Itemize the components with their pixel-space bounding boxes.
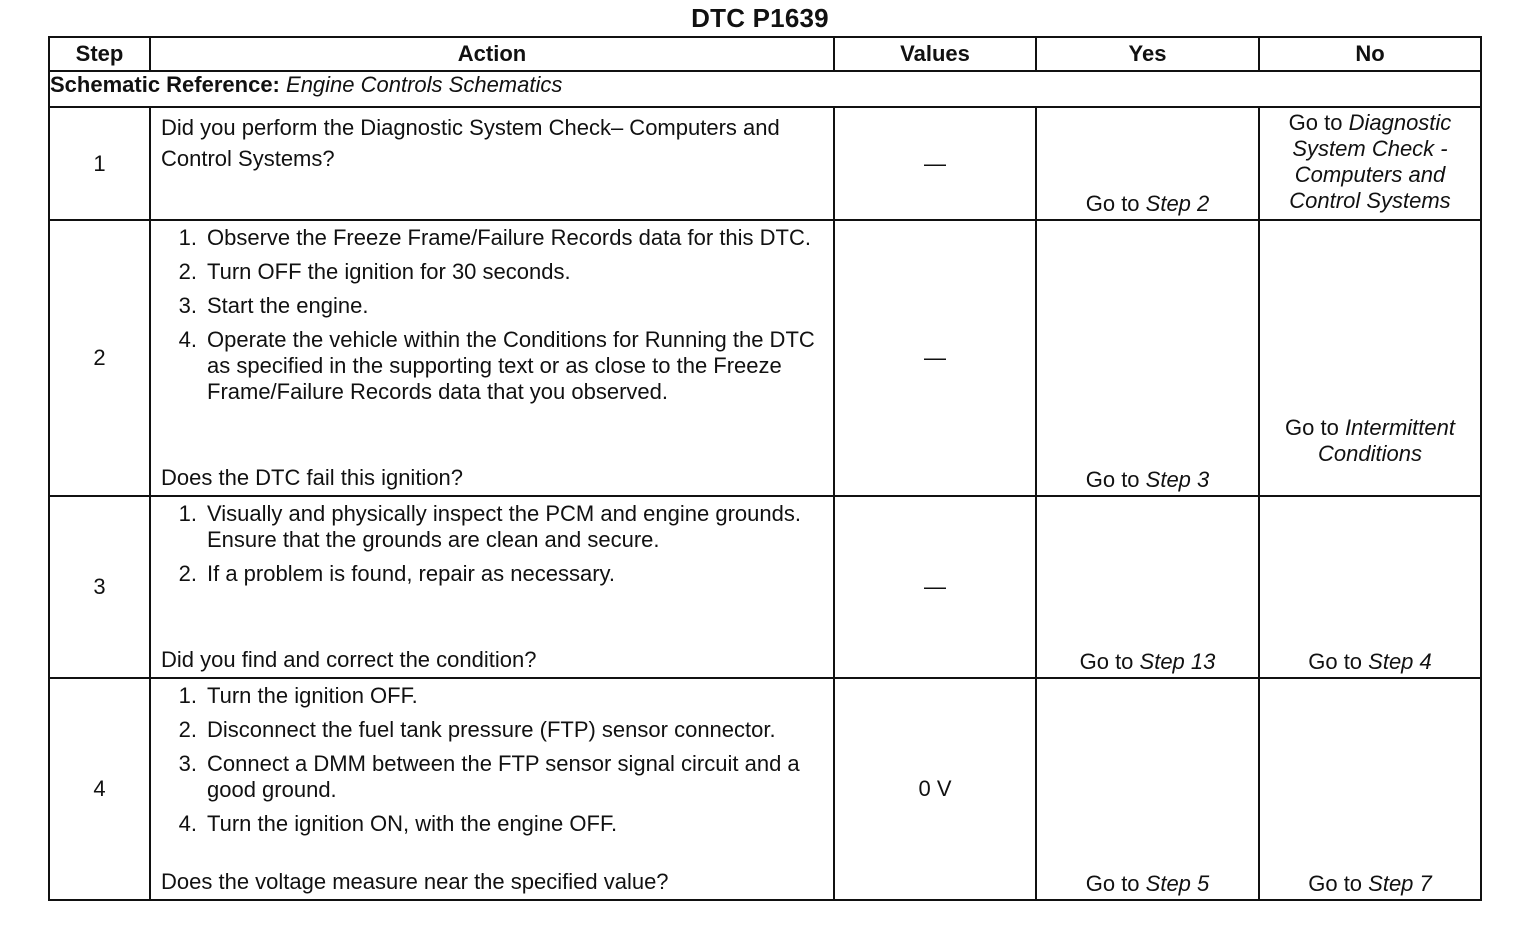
no-prefix: Go to	[1288, 110, 1349, 135]
no-link[interactable]: Diagnostic System Check - Computers and Control Systems	[1289, 110, 1452, 213]
list-item: 2. If a problem is found, repair as necessary.	[178, 561, 616, 586]
header-step: Step	[49, 37, 150, 71]
yes-prefix: Go to	[1085, 467, 1146, 492]
values-cell: —	[834, 220, 1036, 496]
list-item: 4. Turn the ignition ON, with the engine OFF.	[178, 811, 618, 836]
list-item: 3. Start the engine.	[178, 293, 369, 318]
action-question: Does the DTC fail this ignition?	[161, 465, 464, 490]
page-title: DTC P1639	[691, 3, 829, 33]
no-link[interactable]: Intermittent Conditions	[1318, 415, 1455, 466]
table-row	[49, 678, 1481, 900]
no-cell	[1259, 107, 1481, 220]
action-list	[161, 683, 827, 845]
schematic-reference	[49, 71, 1481, 107]
header-yes: Yes	[1036, 37, 1259, 71]
no-cell	[1259, 678, 1481, 900]
action-cell	[150, 107, 834, 220]
header-row	[49, 37, 1481, 71]
action-cell	[150, 220, 834, 496]
no-prefix: Go to	[1308, 871, 1369, 896]
no-link[interactable]: Step 7	[1368, 871, 1432, 896]
yes-link[interactable]: Step 2	[1145, 191, 1210, 216]
table-row	[49, 107, 1481, 220]
no-cell	[1259, 496, 1481, 678]
yes-prefix: Go to	[1085, 871, 1146, 896]
step-number: 1	[49, 107, 150, 220]
list-item: 3. Connect a DMM between the FTP sensor signal circuit and a good ground.	[178, 751, 800, 802]
values-cell: —	[834, 107, 1036, 220]
list-item: 2. Turn OFF the ignition for 30 seconds.	[178, 259, 571, 284]
step-number: 4	[49, 678, 150, 900]
list-item: 1. Turn the ignition OFF.	[178, 683, 418, 708]
schematic-reference-link[interactable]: Engine Controls Schematics	[286, 72, 563, 97]
no-prefix: Go to	[1308, 649, 1369, 674]
action-cell	[150, 678, 834, 900]
yes-link[interactable]: Step 5	[1145, 871, 1210, 896]
diagnostic-table	[48, 36, 1482, 901]
table-row	[49, 220, 1481, 496]
list-item: 4. Operate the vehicle within the Conditions for Running the DTC as specified in the supporting text or as close to the Freeze Frame/Failure Records data that you observed.	[178, 327, 815, 404]
action-question: Did you find and correct the condition?	[161, 647, 537, 672]
schematic-reference-row	[49, 71, 1481, 107]
no-cell	[1259, 220, 1481, 496]
yes-prefix: Go to	[1085, 191, 1146, 216]
yes-cell	[1036, 220, 1259, 496]
header-no: No	[1259, 37, 1481, 71]
yes-cell	[1036, 678, 1259, 900]
action-question: Does the voltage measure near the specified value?	[161, 869, 669, 894]
no-prefix: Go to	[1285, 415, 1345, 440]
values-cell: 0 V	[834, 678, 1036, 900]
table-row	[49, 496, 1481, 678]
list-item: 2. Disconnect the fuel tank pressure (FTP) sensor connector.	[178, 717, 776, 742]
list-item: 1. Visually and physically inspect the PCM and engine grounds. Ensure that the grounds are clean and secure.	[178, 501, 801, 552]
yes-prefix: Go to	[1079, 649, 1140, 674]
step-number: 2	[49, 220, 150, 496]
no-link[interactable]: Step 4	[1368, 649, 1432, 674]
step-number: 3	[49, 496, 150, 678]
action-question: Did you perform the Diagnostic System Check– Computers and Control Systems?	[161, 115, 780, 171]
header-action: Action	[150, 37, 834, 71]
values-cell: —	[834, 496, 1036, 678]
schematic-reference-label: Schematic Reference:	[50, 72, 280, 97]
action-list	[161, 501, 827, 595]
action-cell	[150, 496, 834, 678]
list-item: 1. Observe the Freeze Frame/Failure Records data for this DTC.	[178, 225, 811, 250]
yes-link[interactable]: Step 13	[1139, 649, 1216, 674]
header-values: Values	[834, 37, 1036, 71]
action-list	[161, 225, 827, 413]
yes-cell	[1036, 107, 1259, 220]
yes-cell	[1036, 496, 1259, 678]
yes-link[interactable]: Step 3	[1145, 467, 1210, 492]
